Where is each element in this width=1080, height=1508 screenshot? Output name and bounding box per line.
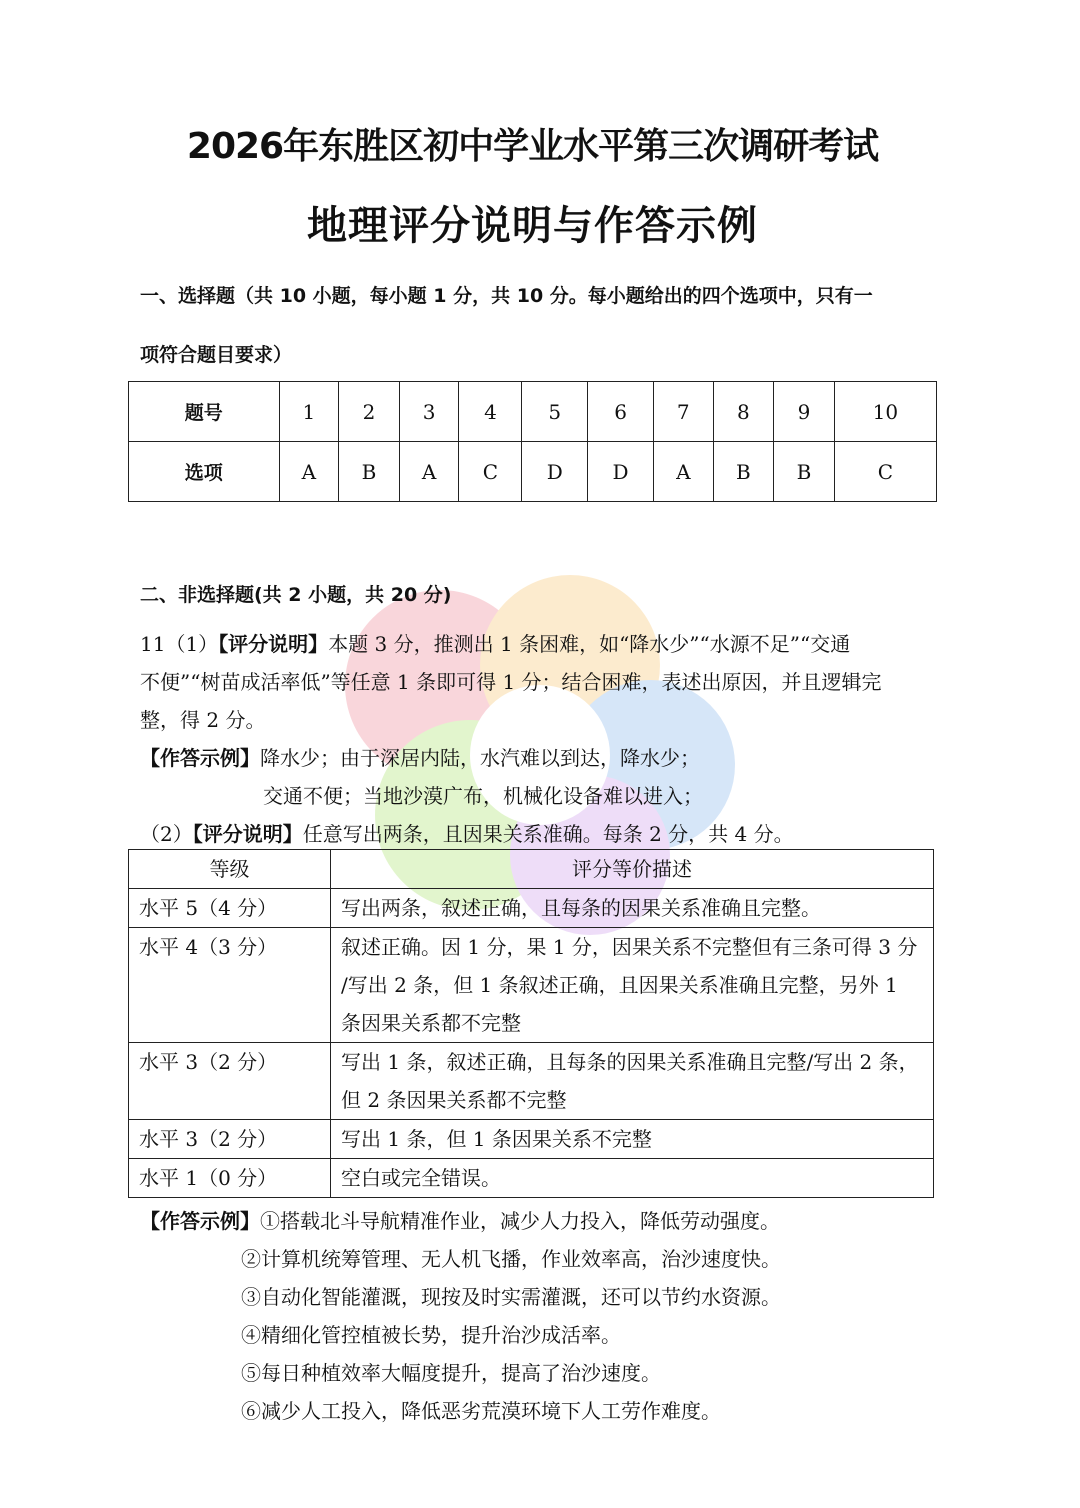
level-cell: 水平 4（3 分） (129, 928, 331, 1043)
description-line: /写出 2 条，但 1 条叙述正确，且因果关系准确且完整，另外 1 (341, 973, 898, 997)
table-row (129, 889, 934, 928)
description-line: 写出 1 条，但 1 条因果关系不完整 (341, 1127, 652, 1151)
question-number: 8 (713, 382, 774, 442)
table-row (129, 1159, 934, 1198)
q11-1-text1: 本题 3 分，推测出 1 条困难，如“降水少”“水源不足”“交通 (328, 632, 851, 656)
example-item: ②计算机统筹管理、无人机飞播，作业效率高，治沙速度快。 (241, 1247, 781, 1271)
description-line: 叙述正确。因 1 分，果 1 分，因果关系不完整但有三条可得 3 分 (341, 935, 918, 959)
description-cell (331, 1120, 934, 1159)
q11-1-text2: 不便”“树苗成活率低”等任意 1 条即可得 1 分；结合困难，表述出原因，并且逻辑完 (140, 670, 882, 694)
scoring-level-table (128, 849, 934, 1198)
level-cell: 水平 3（2 分） (129, 1043, 331, 1120)
scoring-label: 【评分说明】 (218, 632, 329, 656)
question-number: 2 (339, 382, 400, 442)
section2-heading: 二、非选择题(共 2 小题，共 20 分) (140, 584, 452, 606)
description-line: 条因果关系都不完整 (341, 1011, 521, 1035)
answer-cell: A (279, 442, 339, 502)
q11-1-text3: 整，得 2 分。 (140, 708, 266, 732)
column-header-description: 评分等价描述 (331, 850, 934, 889)
q11-2-scoring-note (140, 815, 940, 853)
answer-cell: B (339, 442, 400, 502)
q11-2-examples (140, 1202, 940, 1430)
table-header-row (129, 850, 934, 889)
question-number: 10 (834, 382, 936, 442)
answer-cell: C (459, 442, 522, 502)
scoring-label: 【评分说明】 (192, 822, 303, 846)
level-cell: 水平 1（0 分） (129, 1159, 331, 1198)
question-number: 5 (522, 382, 588, 442)
table-row (129, 1043, 934, 1120)
q11-1-example-line1 (140, 739, 940, 777)
multiple-choice-answer-table (128, 381, 937, 502)
example-item: ④精细化管控植被长势，提升治沙成活率。 (241, 1323, 621, 1347)
example-item: ⑥减少人工投入，降低恶劣荒漠环境下人工劳作难度。 (241, 1399, 721, 1423)
q11-1-prefix: 11（1） (140, 632, 219, 656)
answer-cell: A (399, 442, 459, 502)
q11-2-prefix: （2） (140, 822, 193, 846)
example-label: 【作答示例】 (140, 746, 260, 770)
row-label-number: 题号 (129, 382, 280, 442)
question-number: 6 (588, 382, 654, 442)
answer-cell: C (834, 442, 936, 502)
q11-1-example1: 降水少；由于深居内陆，水汽难以到达，降水少； (260, 746, 700, 770)
document-subtitle: 地理评分说明与作答示例 (307, 203, 758, 249)
q11-1-line1 (140, 625, 940, 663)
question-number: 4 (459, 382, 522, 442)
question-number: 9 (774, 382, 835, 442)
section1-heading-line2: 项符合题目要求） (140, 344, 293, 366)
table-row-answers (129, 442, 937, 502)
answer-cell: B (774, 442, 835, 502)
example-label: 【作答示例】 (140, 1209, 260, 1233)
q11-1-scoring-note (140, 625, 940, 815)
question-number: 1 (279, 382, 339, 442)
level-cell: 水平 3（2 分） (129, 1120, 331, 1159)
q11-2-text: 任意写出两条，且因果关系准确。每条 2 分，共 4 分。 (302, 822, 794, 846)
column-header-level: 等级 (129, 850, 331, 889)
exam-title: 2026年东胜区初中学业水平第三次调研考试 (186, 126, 879, 167)
table-row-numbers (129, 382, 937, 442)
description-cell (331, 1043, 934, 1120)
answer-cell: A (653, 442, 713, 502)
description-line: 空白或完全错误。 (341, 1166, 501, 1190)
answer-cell: D (522, 442, 588, 502)
level-cell: 水平 5（4 分） (129, 889, 331, 928)
question-number: 3 (399, 382, 459, 442)
example-item: ①搭载北斗导航精准作业，减少人力投入，降低劳动强度。 (260, 1209, 780, 1233)
description-line: 写出两条，叙述正确，且每条的因果关系准确且完整。 (341, 896, 821, 920)
question-number: 7 (653, 382, 713, 442)
answer-cell: B (713, 442, 774, 502)
row-label-answer: 选项 (129, 442, 280, 502)
section1-heading-line1: 一、选择题（共 10 小题，每小题 1 分，共 10 分。每小题给出的四个选项中，只有一 (140, 285, 873, 307)
answer-cell: D (588, 442, 654, 502)
description-cell (331, 889, 934, 928)
description-cell (331, 1159, 934, 1198)
example-item: ③自动化智能灌溉，现按及时实需灌溉，还可以节约水资源。 (241, 1285, 781, 1309)
q11-2-example-line1 (140, 1202, 940, 1240)
table-row (129, 1120, 934, 1159)
description-cell (331, 928, 934, 1043)
description-line: 但 2 条因果关系都不完整 (341, 1088, 567, 1112)
q11-1-example2: 交通不便；当地沙漠广布，机械化设备难以进入； (263, 784, 703, 808)
table-row (129, 928, 934, 1043)
description-line: 写出 1 条，叙述正确，且每条的因果关系准确且完整/写出 2 条， (341, 1050, 919, 1074)
example-item: ⑤每日种植效率大幅度提升，提高了治沙速度。 (241, 1361, 661, 1385)
